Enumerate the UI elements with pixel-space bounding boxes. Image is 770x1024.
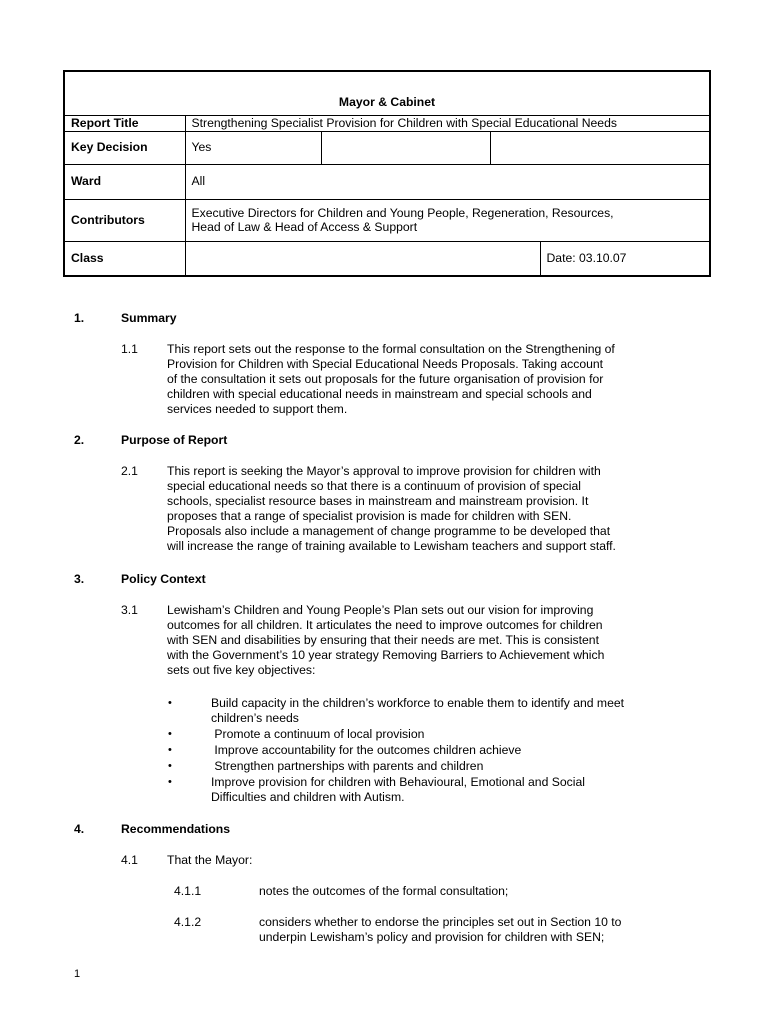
- para-3-1-number: 3.1: [121, 603, 138, 617]
- para-line: This report is seeking the Mayor’s approval to improve provision for children with: [167, 464, 601, 478]
- para-line: underpin Lewisham’s policy and provision for children with SEN;: [259, 930, 605, 944]
- section-2-number: 2.: [74, 433, 85, 447]
- para-3-1-text: [167, 603, 698, 678]
- para-line: outcomes for all children. It articulates the need to improve outcomes for children: [167, 618, 603, 632]
- para-1-1-number: 1.1: [121, 342, 138, 356]
- list-item: [211, 727, 698, 742]
- key-decision-label: Key Decision: [64, 131, 185, 164]
- para-line: Lewisham’s Children and Young People’s Plan sets out our vision for improving: [167, 603, 594, 617]
- list-item: [211, 696, 698, 726]
- key-decision-empty-1: [321, 131, 490, 164]
- contributors-line: Executive Directors for Children and Young People, Regeneration, Resources,: [191, 205, 614, 220]
- para-line: will increase the range of training available to Lewisham teachers and support staff.: [167, 539, 616, 553]
- ward-label: Ward: [64, 164, 185, 199]
- para-4-1-text: That the Mayor:: [167, 853, 253, 867]
- class-label: Class: [64, 241, 185, 276]
- list-item-line: Difficulties and children with Autism.: [211, 790, 405, 804]
- para-line: with the Government’s 10 year strategy Removing Barriers to Achievement which: [167, 648, 605, 662]
- meeting-title: Mayor & Cabinet: [64, 71, 710, 115]
- bullet-icon: •: [168, 744, 172, 756]
- para-line: sets out five key objectives:: [167, 663, 316, 677]
- class-value: [185, 241, 540, 276]
- para-line: of the consultation it sets out proposals for the future organisation of provision for: [167, 372, 604, 386]
- para-1-1-text: [167, 342, 698, 417]
- report-title-label: Report Title: [64, 115, 185, 131]
- ward-value: All: [185, 164, 710, 199]
- section-3-number: 3.: [74, 572, 85, 586]
- list-item: [211, 743, 698, 758]
- para-4-1-2-text: [259, 915, 699, 945]
- bullet-icon: •: [168, 760, 172, 772]
- para-4-1-2-number: 4.1.2: [174, 915, 202, 929]
- list-item-line: Promote a continuum of local provision: [211, 727, 425, 741]
- para-line: schools, specialist resource bases in mainstream and mainstream provision. It: [167, 494, 589, 508]
- list-item: [211, 759, 698, 774]
- list-item-line: children’s needs: [211, 711, 299, 725]
- contributors-label: Contributors: [64, 199, 185, 241]
- para-line: This report sets out the response to the formal consultation on the Strengthening of: [167, 342, 615, 356]
- para-4-1-1-text: notes the outcomes of the formal consultation;: [259, 884, 509, 898]
- para-4-1-number: 4.1: [121, 853, 138, 867]
- list-item-line: Strengthen partnerships with parents and children: [211, 759, 484, 773]
- key-decision-value: Yes: [185, 131, 321, 164]
- section-2-heading: Purpose of Report: [121, 433, 228, 447]
- para-2-1-text: [167, 464, 698, 554]
- section-3-heading: Policy Context: [121, 572, 206, 586]
- section-4-number: 4.: [74, 822, 85, 836]
- para-line: services needed to support them.: [167, 402, 348, 416]
- key-decision-empty-2: [490, 131, 710, 164]
- para-line: special educational needs so that there is a continuum of provision of special: [167, 479, 581, 493]
- bullet-icon: •: [168, 776, 172, 788]
- section-1-number: 1.: [74, 311, 85, 325]
- para-2-1-number: 2.1: [121, 464, 138, 478]
- bullet-icon: •: [168, 697, 172, 709]
- para-4-1-1-number: 4.1.1: [174, 884, 202, 898]
- para-line: with SEN and disabilities by ensuring that their needs are met. This is consistent: [167, 633, 599, 647]
- list-item-line: Build capacity in the children’s workforce to enable them to identify and meet: [211, 696, 625, 710]
- report-title-value: Strengthening Specialist Provision for Children with Special Educational Needs: [185, 115, 710, 131]
- list-item: [211, 775, 698, 805]
- list-item-line: Improve provision for children with Behavioural, Emotional and Social: [211, 775, 585, 789]
- page-number: 1: [74, 968, 81, 980]
- section-4-heading: Recommendations: [121, 822, 231, 836]
- para-line: children with special educational needs in mainstream and special schools and: [167, 387, 592, 401]
- para-line: proposes that a range of specialist provision is made for children with SEN.: [167, 509, 572, 523]
- para-line: considers whether to endorse the principles set out in Section 10 to: [259, 915, 622, 929]
- contributors-value: [185, 199, 710, 241]
- report-header-table: [63, 70, 711, 277]
- bullet-icon: •: [168, 728, 172, 740]
- para-line: Proposals also include a management of change programme to be developed that: [167, 524, 611, 538]
- date-value: Date: 03.10.07: [540, 241, 710, 276]
- list-item-line: Improve accountability for the outcomes children achieve: [211, 743, 522, 757]
- para-line: Provision for Children with Special Educational Needs Proposals. Taking account: [167, 357, 604, 371]
- contributors-line: Head of Law & Head of Access & Support: [191, 220, 418, 234]
- section-1-heading: Summary: [121, 311, 177, 325]
